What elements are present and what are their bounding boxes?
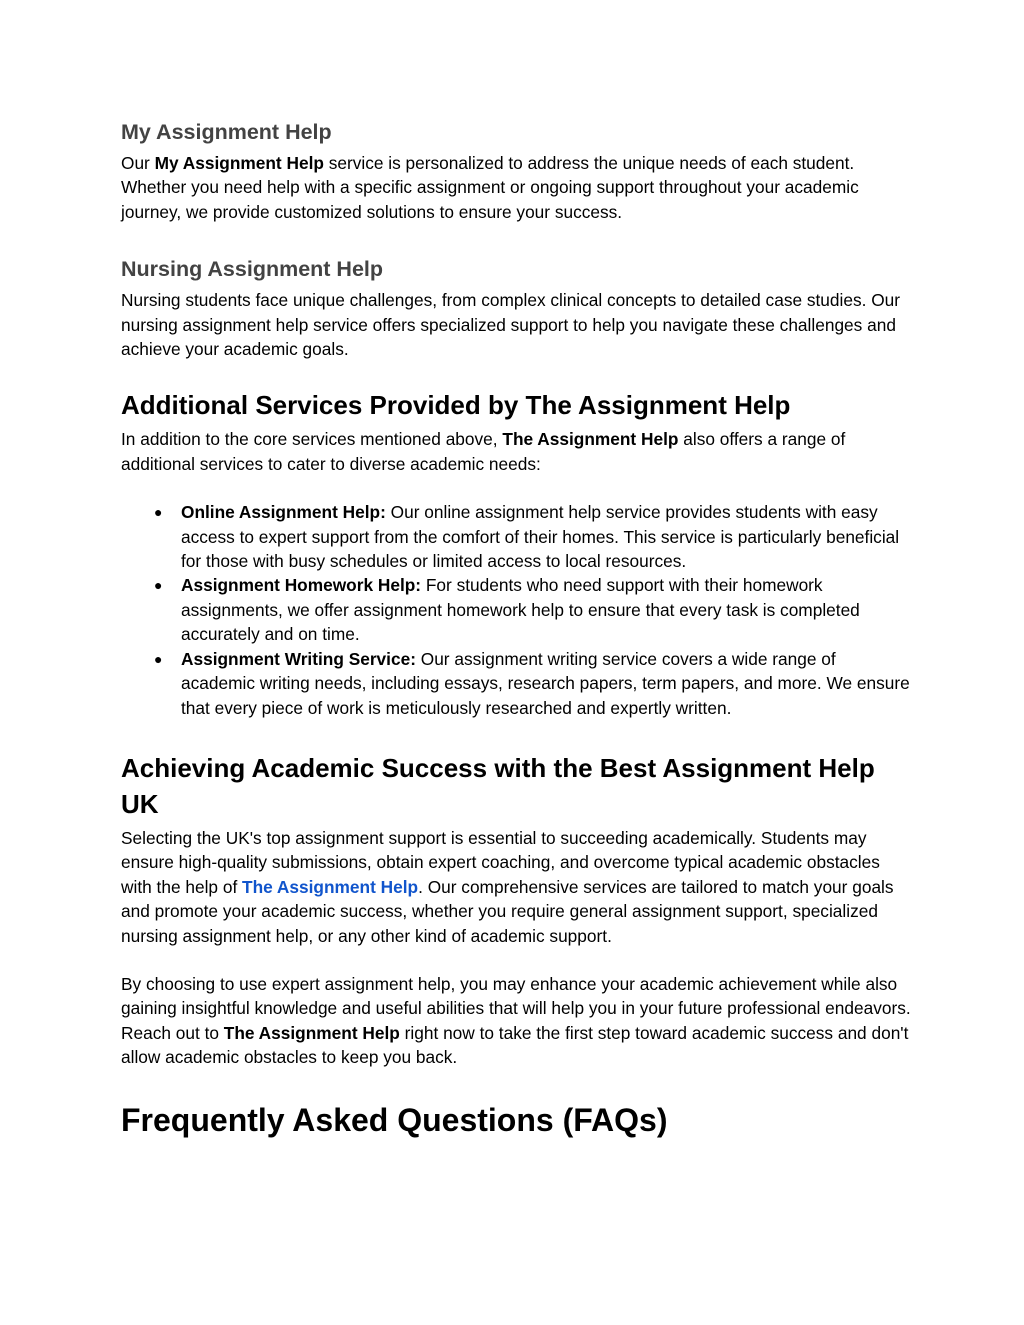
bullet-icon: ● (154, 504, 163, 521)
heading-academic-success: Achieving Academic Success with the Best Assignment Help UK (121, 752, 875, 819)
list-item (121, 573, 911, 646)
bullet-icon: ● (154, 577, 163, 594)
text: service is personalized to address the unique needs of each student. Whether you need help with a specific assignment or ongoing support throughout your academic journey, we provide customized solutions to ensure your success. (121, 153, 859, 222)
list-item-title: Assignment Homework Help: (181, 575, 422, 596)
heading-my-assignment-help: My Assignment Help (121, 120, 332, 144)
list-item (121, 500, 911, 573)
text: Our (121, 153, 155, 173)
document-content (121, 117, 911, 1142)
bullet-icon: ● (154, 650, 163, 667)
text: By choosing to use expert assignment help, you may enhance your academic achievement while also gaining insightful knowledge and useful abilities that will help you in your future professional endeavors. Reach out to (121, 973, 911, 1043)
paragraph-additional-intro (121, 427, 911, 476)
paragraph-my-assignment-help (121, 151, 911, 224)
text: Selecting the UK's top assignment support is essential to succeeding academically. Students may ensure high-quality submissions, obtain expert coaching, and overcome typical academic obstacles with the help of (121, 827, 880, 897)
list-item (121, 647, 911, 720)
text: also offers a range of additional services to cater to diverse academic needs: (121, 429, 846, 474)
bold-text: My Assignment Help (154, 153, 324, 173)
the-assignment-help-link[interactable]: The Assignment Help (242, 876, 419, 897)
list-item-text: For students who need support with their homework assignments, we offer assignment homework help to ensure that every task is completed accurately and on time. (181, 575, 860, 645)
paragraph-academic-success (121, 826, 911, 948)
text: right now to take the first step toward academic success and don't allow academic obstacles to keep you back. (121, 1022, 909, 1068)
list-item-text: Our online assignment help service provides students with easy access to expert support from the comfort of their homes. This service is particularly beneficial for those with busy schedules or limited access to local resources. (181, 502, 900, 572)
bold-text: The Assignment Help (502, 429, 679, 450)
heading-nursing-assignment-help: Nursing Assignment Help (121, 257, 384, 282)
text: In addition to the core services mentioned above, (121, 429, 503, 450)
bold-text: The Assignment Help (223, 1022, 400, 1043)
text: . Our comprehensive services are tailored to match your goals and promote your academic success, whether you require general assignment support, specialized nursing assignment help, or any other kind of academic support. (121, 876, 894, 946)
list-item-title: Online Assignment Help: (181, 502, 386, 523)
heading-additional-services: Additional Services Provided by The Assignment Help (121, 390, 791, 421)
paragraph-nursing-assignment-help: Nursing students face unique challenges, from complex clinical concepts to detailed case studies. Our nursing assignment help service offers specialized support to help you navigate these challenges and achieve your academic goals. (121, 290, 901, 360)
paragraph-expert-help (121, 972, 911, 1070)
services-list (121, 500, 911, 720)
list-item-text: Our assignment writing service covers a wide range of academic writing needs, including essays, research papers, term papers, and more. We ensure that every piece of work is meticulously researched and expertly written. (181, 648, 910, 718)
heading-faqs: Frequently Asked Questions (FAQs) (121, 1101, 668, 1138)
list-item-title: Assignment Writing Service: (181, 648, 416, 669)
